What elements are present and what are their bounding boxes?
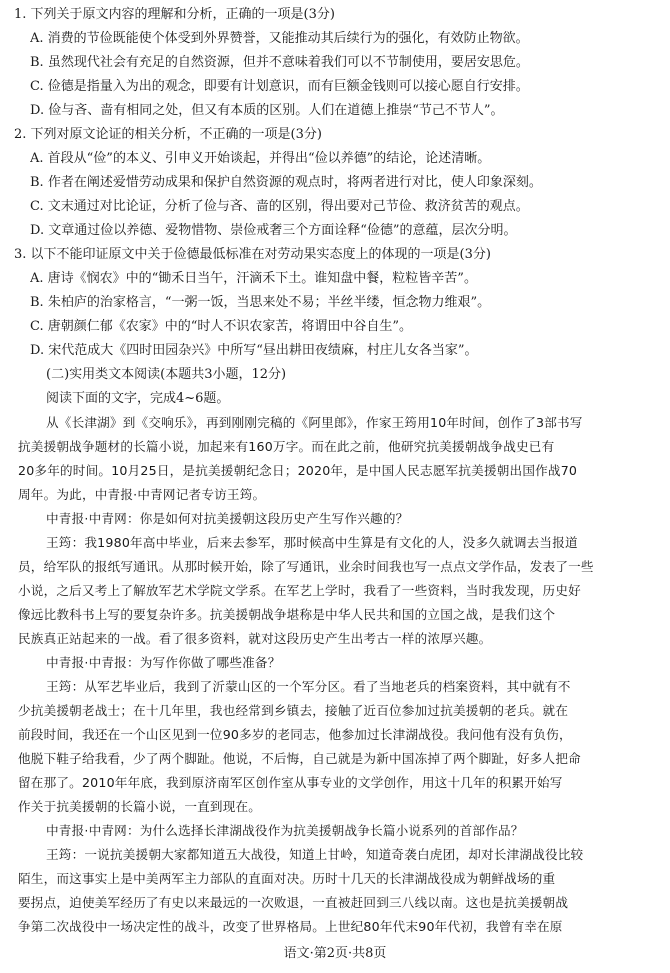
question-1-stem: 1. 下列关于原文内容的理解和分析，正确的一项是(3分) (14, 7, 335, 22)
question-2-option-a: A. 首段从“俭”的本义、引申义开始谈起，并得出“俭以养德”的结论，论述清晰。 (30, 151, 491, 166)
question-3-option-a: A. 唐诗《悯农》中的“锄禾日当午，汗滴禾下土。谁知盘中餐，粒粒皆辛苦”。 (30, 271, 477, 286)
article-line: 中青报·中青网：为什么选择长津湖战役作为抗美援朝战争长篇小说系列的首部作品？ (46, 823, 524, 838)
question-2-option-c: C. 文末通过对比论证，分析了俭与吝、啬的区别，得出要对己节俭、救济贫苦的观点。 (30, 199, 529, 214)
article-line: 王筠：一说抗美援朝大家都知道五大战役，知道上甘岭，知道奇袭白虎团，却对长津湖战役比较 (46, 847, 584, 862)
article-line: 小说，之后又考上了解放军艺术学院文学系。在军艺上学时，我看了一些资料，当时我发现，历史好 (18, 583, 581, 598)
article-line: 他脱下鞋子给我看，少了两个脚趾。他说，不后悔，自己就是为新中国冻掉了两个脚趾，好多人把命 (18, 751, 581, 766)
question-1-option-a: A. 消费的节俭既能使个体受到外界赞誉，又能推动其后续行为的强化，有效防止物欲。 (30, 31, 529, 46)
question-1-option-d: D. 俭与吝、啬有相同之处，但又有本质的区别。人们在道德上推崇“节己不节人”。 (30, 103, 504, 118)
article-line: 中青报·中青网：你是如何对抗美援朝这段历史产生写作兴趣的？ (46, 511, 409, 526)
article-line: 周年。为此，中青报·中青网记者专访王筠。 (18, 487, 266, 502)
article-line: 抗美援朝战争题材的长篇小说，加起来有160万字。而在此之前，他研究抗美援朝战争战史已有 (18, 439, 555, 454)
question-3-option-d: D. 宋代范成大《四时田园杂兴》中所写“昼出耕田夜绩麻，村庄儿女各当家”。 (30, 343, 478, 358)
article-line: 像远比教科书上写的要复杂许多。抗美援朝战争堪称是中华人民共和国的立国之战，是我们这个 (18, 607, 556, 622)
article-line: 作关于抗美援朝的长篇小说，一直到现在。 (18, 799, 262, 814)
article-line: 员，给军队的报纸写通讯。从那时候开始，除了写通讯，业余时间我也写一点点文学作品，发表了一些 (18, 559, 594, 574)
article-line: 少抗美援朝老战士；在十几年里，我也经常到乡镇去，接触了近百位参加过抗美援朝的老兵。就在 (18, 703, 569, 718)
question-3-stem: 3. 以下不能印证原文中关于俭德最低标准在对劳动果实态度上的体现的一项是(3分) (14, 247, 491, 262)
section-heading: (二)实用类文本阅读(本题共3小题，12分) (46, 367, 287, 382)
question-1-option-b: B. 虽然现代社会有充足的自然资源，但并不意味着我们可以不节制使用，要居安思危。 (30, 55, 529, 70)
page-footer: 语文·第2页·共8页 (283, 946, 387, 961)
question-3-option-b: B. 朱柏庐的治家格言，“一粥一饭，当思来处不易；半丝半缕，恒念物力维艰”。 (30, 295, 491, 310)
article-line: 留在那了。2010年年底，我到原济南军区创作室从事专业的文学创作，用这十几年的积累开始写 (18, 775, 563, 790)
question-1-option-c: C. 俭德是指量入为出的观念，即要有计划意识，而有巨额金钱则可以接心愿自行安排。 (30, 79, 529, 94)
article-line: 王筠：从军艺毕业后，我到了沂蒙山区的一个军分区。看了当地老兵的档案资料，其中就有不 (46, 679, 571, 694)
article-line: 中青报·中青报：为写作你做了哪些准备？ (46, 655, 281, 670)
article-line: 王筠：我1980年高中毕业，后来去参军，那时候高中生算是有文化的人，没多久就调去当报道 (46, 535, 578, 550)
article-line: 20多年的时间。10月25日，是抗美援朝纪念日；2020年，是中国人民志愿军抗美援朝出国作战70 (18, 463, 578, 478)
article-line: 陌生，而这事实上是中美两军主力部队的直面对决。历时十几天的长津湖战役成为朝鲜战场的重 (18, 871, 556, 886)
question-2-stem: 2. 下列对原文论证的相关分析，不正确的一项是(3分) (14, 127, 322, 142)
question-3-option-c: C. 唐朝颜仁郁《农家》中的“时人不识农家苦，将谓田中谷自生”。 (30, 319, 413, 334)
article-line: 争第二次战役中一场决定性的战斗，改变了世界格局。上世纪80年代末90年代初，我曾有幸在原 (18, 919, 563, 934)
article-line: 民族真正站起来的一战。看了很多资料，就对这段历史产生出考古一样的浓厚兴趣。 (18, 631, 492, 646)
article-line: 要拐点，迫使美军经历了有史以来最远的一次败退，一直被赶回到三八线以南。这也是抗美援朝战 (18, 895, 569, 910)
article-line: 从《长津湖》到《交响乐》，再到刚刚完稿的《阿里郎》，作家王筠用10年时间，创作了3部书写 (46, 415, 583, 430)
article-line: 前段时间，我还在一个山区见到一位90多岁的老同志，他参加过长津湖战役。我问他有没有负伤， (18, 727, 572, 742)
question-2-option-d: D. 文章通过俭以养德、爱物惜物、崇俭戒奢三个方面诠释“俭德”的意蕴，层次分明。 (30, 223, 517, 238)
section-instruction: 阅读下面的文字，完成4~6题。 (46, 391, 230, 406)
question-2-option-b: B. 作者在阐述爱惜劳动成果和保护自然资源的观点时，将两者进行对比，使人印象深刻。 (30, 175, 542, 190)
